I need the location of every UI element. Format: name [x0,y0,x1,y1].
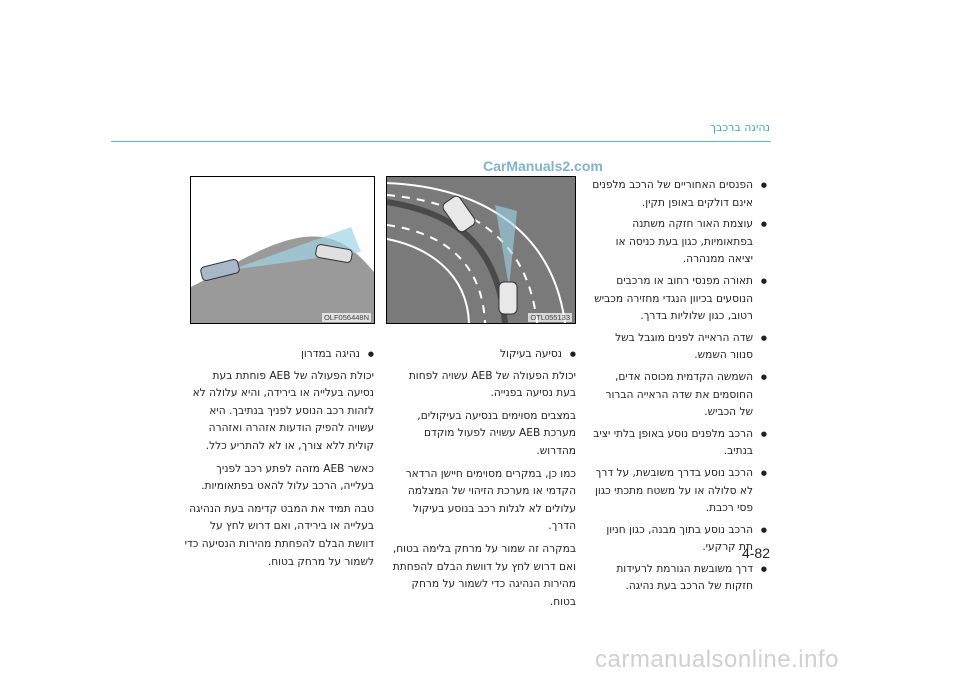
list-item: ● הרכב נוסע בדרך משובשת, על דרך לא סלולה או על משטח מתכתי כגון פסי רכבת. [592,465,767,518]
list-item: ● השמשה הקדמית מכוסה אדים, החוסמים את שדה הראייה הברור של הכביש. [592,369,767,422]
paragraph: במקרה זה שמור על מרחק בלימה בטוח, ואם דרוש לחץ על דוושת הבלם להפחתת מהירות הנהיגה כדי לשמור על מרחק בטוח. [392,542,576,608]
figure-code: OLF056448N [323,313,369,322]
slope-illustration [191,177,374,323]
header-divider [111,141,771,142]
paragraph: במצבים מסוימים בנסיעה בעיקולים, מערכת AEB עשויה לפעול מוקדם מהדרוש. [417,409,576,457]
paragraph: כאשר AEB מזהה לפתע רכב לפניך בעלייה, הרכב עלול להאט בפתאומיות. [201,462,374,493]
list-item: ● הפנסים האחוריים של הרכב מלפנים אינם דולקים באופן תקין. [592,177,767,212]
right-column [592,177,767,600]
curve-road-figure [386,176,576,324]
curve-road-illustration [387,177,575,323]
paragraph: כמו כן, במקרים מסוימים חיישן הרדאר הקדמי או מערכת הזיהוי של המצלמה עלולים לא לגלות רכב בנוסע בעיקול הדרך. [405,467,576,533]
paragraph: יכולת הפעולה של AEB עשויה לפחות בעת נסיעה בפנייה. [408,369,576,400]
list-item: ● דרך משובשת הגורמת לרעידות חזקות של הרכב בעת נהיגה. [592,561,767,596]
list-item: ● עוצמת האור חזקה משתנה בפתאומיות, כגון בעת כניסה או יציאה ממנהרה. [592,216,767,269]
list-item: ● תאורה מפנסי רחוב או מרכבים הנוסעים בכיוון הנגדי מחזירה מכביש רטוב, כגון שלוליות בדרך. [592,273,767,326]
slope-figure [190,176,375,324]
chapter-title: נהיגה ברכבך [710,121,770,134]
list-item: ● הרכב מלפנים נוסע באופן בלתי יציב בנתיב. [592,426,767,461]
paragraph: טבה תמיד את המבט קדימה בעת הנהיגה בעלייה או בירידה, ואם דרוש לחץ על דוושת הבלם להפחתת מהירות הנסיעה כדי לשמור על מרחק בטוח. [184,502,374,568]
paragraph: יכולת הפעולה של AEB פוחתת בעת נסיעה בעלייה או בירידה, והיא עלולה לא לזהות רכב הנוסע לפניך בנתיבך. היא עשויה להפיק הודעות אזהרה ואזהרה קולית ללא צורך, או לא להתריע כלל. [192,369,374,452]
section-heading-slope: ● נהיגה במדרון [184,346,374,364]
list-item: ● הרכב נוסע בתוך מבנה, כגון חניון תת קרקעי. [592,522,767,557]
page-number: 4-82 [741,545,770,561]
middle-column [386,346,576,616]
section-heading-curve: ● נסיעה בעיקול [386,346,576,364]
list-item: ● שדה הראייה לפנים מוגבל בשל סנוור השמש. [592,330,767,365]
figure-code: OTL055133 [530,313,570,322]
watermark-bottom[interactable]: carmanualsonline.info [595,646,839,673]
watermark-top[interactable]: CarManuals2.com [483,158,603,174]
left-column [184,346,374,576]
